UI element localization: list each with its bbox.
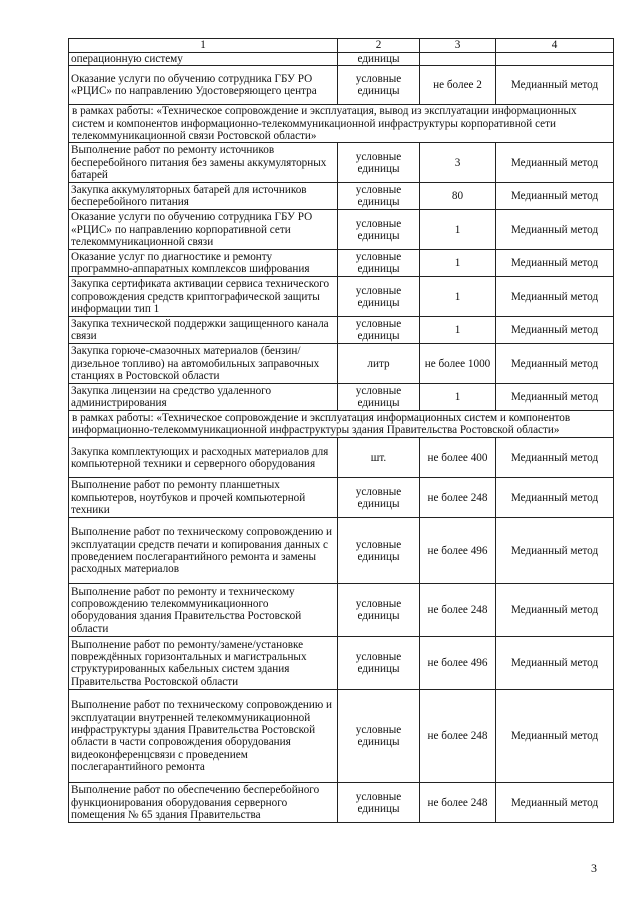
quantity: 1 bbox=[420, 250, 496, 277]
table-row bbox=[69, 250, 614, 277]
pricing-method: Медианный метод bbox=[496, 317, 614, 344]
unit-of-measure: условные единицы bbox=[338, 783, 420, 823]
unit-of-measure: единицы bbox=[338, 53, 420, 66]
item-description: Оказание услуг по диагностике и ремонту программно-аппаратных комплексов шифрования bbox=[69, 250, 338, 277]
quantity: не более 2 bbox=[420, 66, 496, 105]
quantity: 1 bbox=[420, 277, 496, 317]
quantity: не более 248 bbox=[420, 690, 496, 783]
pricing-method: Медианный метод bbox=[496, 478, 614, 518]
pricing-method: Медианный метод bbox=[496, 783, 614, 823]
quantity: не более 400 bbox=[420, 438, 496, 478]
pricing-method: Медианный метод bbox=[496, 143, 614, 183]
quantity: не более 496 bbox=[420, 518, 496, 584]
item-description: Оказание услуги по обучению сотрудника ГБУ РО «РЦИС» по направлению Удостоверяющего центра bbox=[69, 66, 338, 105]
unit-of-measure: условные единицы bbox=[338, 637, 420, 690]
unit-of-measure: литр bbox=[338, 344, 420, 384]
item-description: операционную систему bbox=[69, 53, 338, 66]
unit-of-measure: условные единицы bbox=[338, 250, 420, 277]
quantity: 3 bbox=[420, 143, 496, 183]
item-description: Закупка сертификата активации сервиса технического сопровождения средств криптографической защиты информации тип 1 bbox=[69, 277, 338, 317]
table-row bbox=[69, 518, 614, 584]
section-row bbox=[69, 411, 614, 438]
unit-of-measure: шт. bbox=[338, 438, 420, 478]
unit-of-measure: условные единицы bbox=[338, 66, 420, 105]
table-row bbox=[69, 143, 614, 183]
item-description: Закупка аккумуляторных батарей для источников бесперебойного питания bbox=[69, 183, 338, 210]
pricing-method: Медианный метод bbox=[496, 384, 614, 411]
pricing-method: Медианный метод bbox=[496, 637, 614, 690]
table-body bbox=[69, 39, 614, 823]
item-description: Закупка горюче-смазочных материалов (бензин/дизельное топливо) на автомобильных заправочных станциях в Ростовской области bbox=[69, 344, 338, 384]
quantity: не более 248 bbox=[420, 478, 496, 518]
unit-of-measure: условные единицы bbox=[338, 143, 420, 183]
item-description: Выполнение работ по техническому сопровождению и эксплуатации средств печати и копирования данных с проведением послегарантийного ремонта и замены расходных материалов bbox=[69, 518, 338, 584]
item-description: Выполнение работ по ремонту и техническому сопровождению телекоммуникационного оборудования здания Правительства Ростовской области bbox=[69, 584, 338, 637]
pricing-method: Медианный метод bbox=[496, 518, 614, 584]
table-row bbox=[69, 384, 614, 411]
pricing-method bbox=[496, 53, 614, 66]
unit-of-measure: условные единицы bbox=[338, 183, 420, 210]
header-col-3: 3 bbox=[420, 39, 496, 53]
procurement-table bbox=[68, 38, 614, 823]
pricing-method: Медианный метод bbox=[496, 250, 614, 277]
item-description: Выполнение работ по ремонту источников бесперебойного питания без замены аккумуляторных батарей bbox=[69, 143, 338, 183]
item-description: Выполнение работ по ремонту планшетных компьютеров, ноутбуков и прочей компьютерной техники bbox=[69, 478, 338, 518]
item-description: Оказание услуги по обучению сотрудника ГБУ РО «РЦИС» по направлению корпоративной сети телекоммуникационной связи bbox=[69, 210, 338, 250]
table-row bbox=[69, 783, 614, 823]
section-text: в рамках работы: «Техническое сопровождение и эксплуатация, вывод из эксплуатации информационных систем и компонентов информационно-телекоммуникационной инфраструктуры корпоративной сети телекоммуникационной связи Ростовской области» bbox=[69, 105, 614, 143]
item-description: Выполнение работ по ремонту/замене/установке повреждённых горизонтальных и магистральных структурированных кабельных систем здания Правительства Ростовской области bbox=[69, 637, 338, 690]
pricing-method: Медианный метод bbox=[496, 66, 614, 105]
item-description: Выполнение работ по техническому сопровождению и эксплуатации внутренней телекоммуникационной инфраструктуры здания Правительства Ростовской области в части сопровождения оборудования видеоконференцсвязи с проведением послегарантийного ремонта bbox=[69, 690, 338, 783]
table-row bbox=[69, 66, 614, 105]
quantity: не более 248 bbox=[420, 584, 496, 637]
table-row bbox=[69, 438, 614, 478]
item-description: Закупка комплектующих и расходных материалов для компьютерной техники и серверного оборудования bbox=[69, 438, 338, 478]
quantity: не более 248 bbox=[420, 783, 496, 823]
pricing-method: Медианный метод bbox=[496, 183, 614, 210]
unit-of-measure: условные единицы bbox=[338, 518, 420, 584]
table-row bbox=[69, 277, 614, 317]
quantity: не более 496 bbox=[420, 637, 496, 690]
section-text: в рамках работы: «Техническое сопровождение и эксплуатация информационных систем и компонентов информационно-телекоммуникационной инфраструктуры здания Правительства Ростовской области» bbox=[69, 411, 614, 438]
header-col-2: 2 bbox=[338, 39, 420, 53]
item-description: Закупка технической поддержки защищенного канала связи bbox=[69, 317, 338, 344]
header-row bbox=[69, 39, 614, 53]
quantity: 1 bbox=[420, 317, 496, 344]
unit-of-measure: условные единицы bbox=[338, 317, 420, 344]
unit-of-measure: условные единицы bbox=[338, 277, 420, 317]
quantity: 1 bbox=[420, 384, 496, 411]
table-row bbox=[69, 183, 614, 210]
unit-of-measure: условные единицы bbox=[338, 384, 420, 411]
table-row bbox=[69, 478, 614, 518]
table-row bbox=[69, 210, 614, 250]
header-col-1: 1 bbox=[69, 39, 338, 53]
quantity: не более 1000 bbox=[420, 344, 496, 384]
table-row bbox=[69, 690, 614, 783]
table-row bbox=[69, 637, 614, 690]
unit-of-measure: условные единицы bbox=[338, 584, 420, 637]
item-description: Выполнение работ по обеспечению бесперебойного функционирования оборудования серверного помещения № 65 здания Правительства bbox=[69, 783, 338, 823]
unit-of-measure: условные единицы bbox=[338, 478, 420, 518]
unit-of-measure: условные единицы bbox=[338, 690, 420, 783]
page-number: 3 bbox=[591, 861, 597, 875]
table-row bbox=[69, 584, 614, 637]
header-col-4: 4 bbox=[496, 39, 614, 53]
table-row bbox=[69, 53, 614, 66]
item-description: Закупка лицензии на средство удаленного администрирования bbox=[69, 384, 338, 411]
pricing-method: Медианный метод bbox=[496, 210, 614, 250]
quantity bbox=[420, 53, 496, 66]
unit-of-measure: условные единицы bbox=[338, 210, 420, 250]
pricing-method: Медианный метод bbox=[496, 344, 614, 384]
pricing-method: Медианный метод bbox=[496, 690, 614, 783]
table-row bbox=[69, 344, 614, 384]
quantity: 1 bbox=[420, 210, 496, 250]
quantity: 80 bbox=[420, 183, 496, 210]
pricing-method: Медианный метод bbox=[496, 438, 614, 478]
table-row bbox=[69, 317, 614, 344]
pricing-method: Медианный метод bbox=[496, 584, 614, 637]
pricing-method: Медианный метод bbox=[496, 277, 614, 317]
section-row bbox=[69, 105, 614, 143]
